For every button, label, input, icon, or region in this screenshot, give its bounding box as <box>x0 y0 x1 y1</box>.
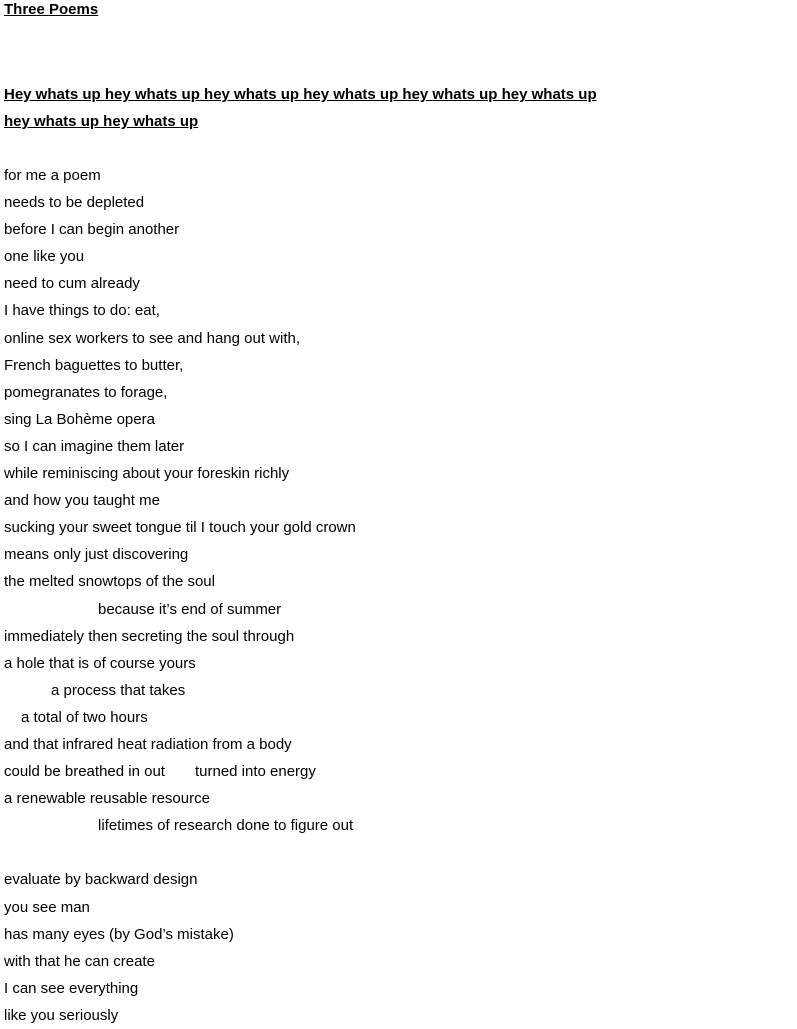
poem-line: so I can imagine them later <box>4 437 185 455</box>
poem-line: I can see everything <box>4 979 139 997</box>
poem-line: means only just discovering <box>4 546 189 564</box>
poem-line: a renewable reusable resource <box>4 790 210 808</box>
poem-line: immediately then secreting the soul through <box>4 627 295 645</box>
poem-heading <box>4 81 644 135</box>
poem-line: and that infrared heat radiation from a body <box>4 735 292 753</box>
poem-line: because it’s end of summer <box>98 600 282 618</box>
poem-line: sucking your sweet tongue til I touch your gold crown <box>4 519 356 537</box>
poem-line: a process that takes <box>51 681 186 699</box>
poem-blank-line <box>4 839 356 866</box>
poem-body <box>4 162 356 1029</box>
poem-line: need to cum already <box>4 275 140 293</box>
poem-line: I have things to do: eat, <box>4 302 160 320</box>
poem-line: and how you taught me <box>4 492 160 510</box>
poem-heading-line: Hey whats up hey whats up hey whats up hey whats up hey whats up hey whats up <box>4 86 597 103</box>
poem-line: you see man <box>4 898 90 916</box>
poem-line: one like you <box>4 248 85 266</box>
poem-line-part: turned into energy <box>194 763 316 781</box>
poem-line <box>4 758 356 785</box>
poem-line-part: could be breathed in out <box>4 763 165 781</box>
poem-line: while reminiscing about your foreskin richly <box>4 465 290 483</box>
poem-line: lifetimes of research done to figure out <box>98 817 354 835</box>
poem-line: before I can begin another <box>4 221 180 239</box>
poem-line: with that he can create <box>4 952 155 970</box>
poem-line: French baguettes to butter, <box>4 356 184 374</box>
poem-line: evaluate by backward design <box>4 871 198 889</box>
poem-line: has many eyes (by God’s mistake) <box>4 925 234 943</box>
poem-line: pomegranates to forage, <box>4 383 168 401</box>
poem-line: like you seriously <box>4 1006 119 1024</box>
poem-line: a hole that is of course yours <box>4 654 196 672</box>
poem-line: sing La Bohème opera <box>4 410 155 428</box>
poem-line: a total of two hours <box>21 708 148 726</box>
poem-line: needs to be depleted <box>4 194 145 212</box>
poem-line: online sex workers to see and hang out with, <box>4 329 301 347</box>
poem-line: the melted snowtops of the soul <box>4 573 215 591</box>
poem-line: for me a poem <box>4 167 101 184</box>
document-title: Three Poems <box>4 1 99 18</box>
poem-heading-line: hey whats up hey whats up <box>4 113 199 130</box>
